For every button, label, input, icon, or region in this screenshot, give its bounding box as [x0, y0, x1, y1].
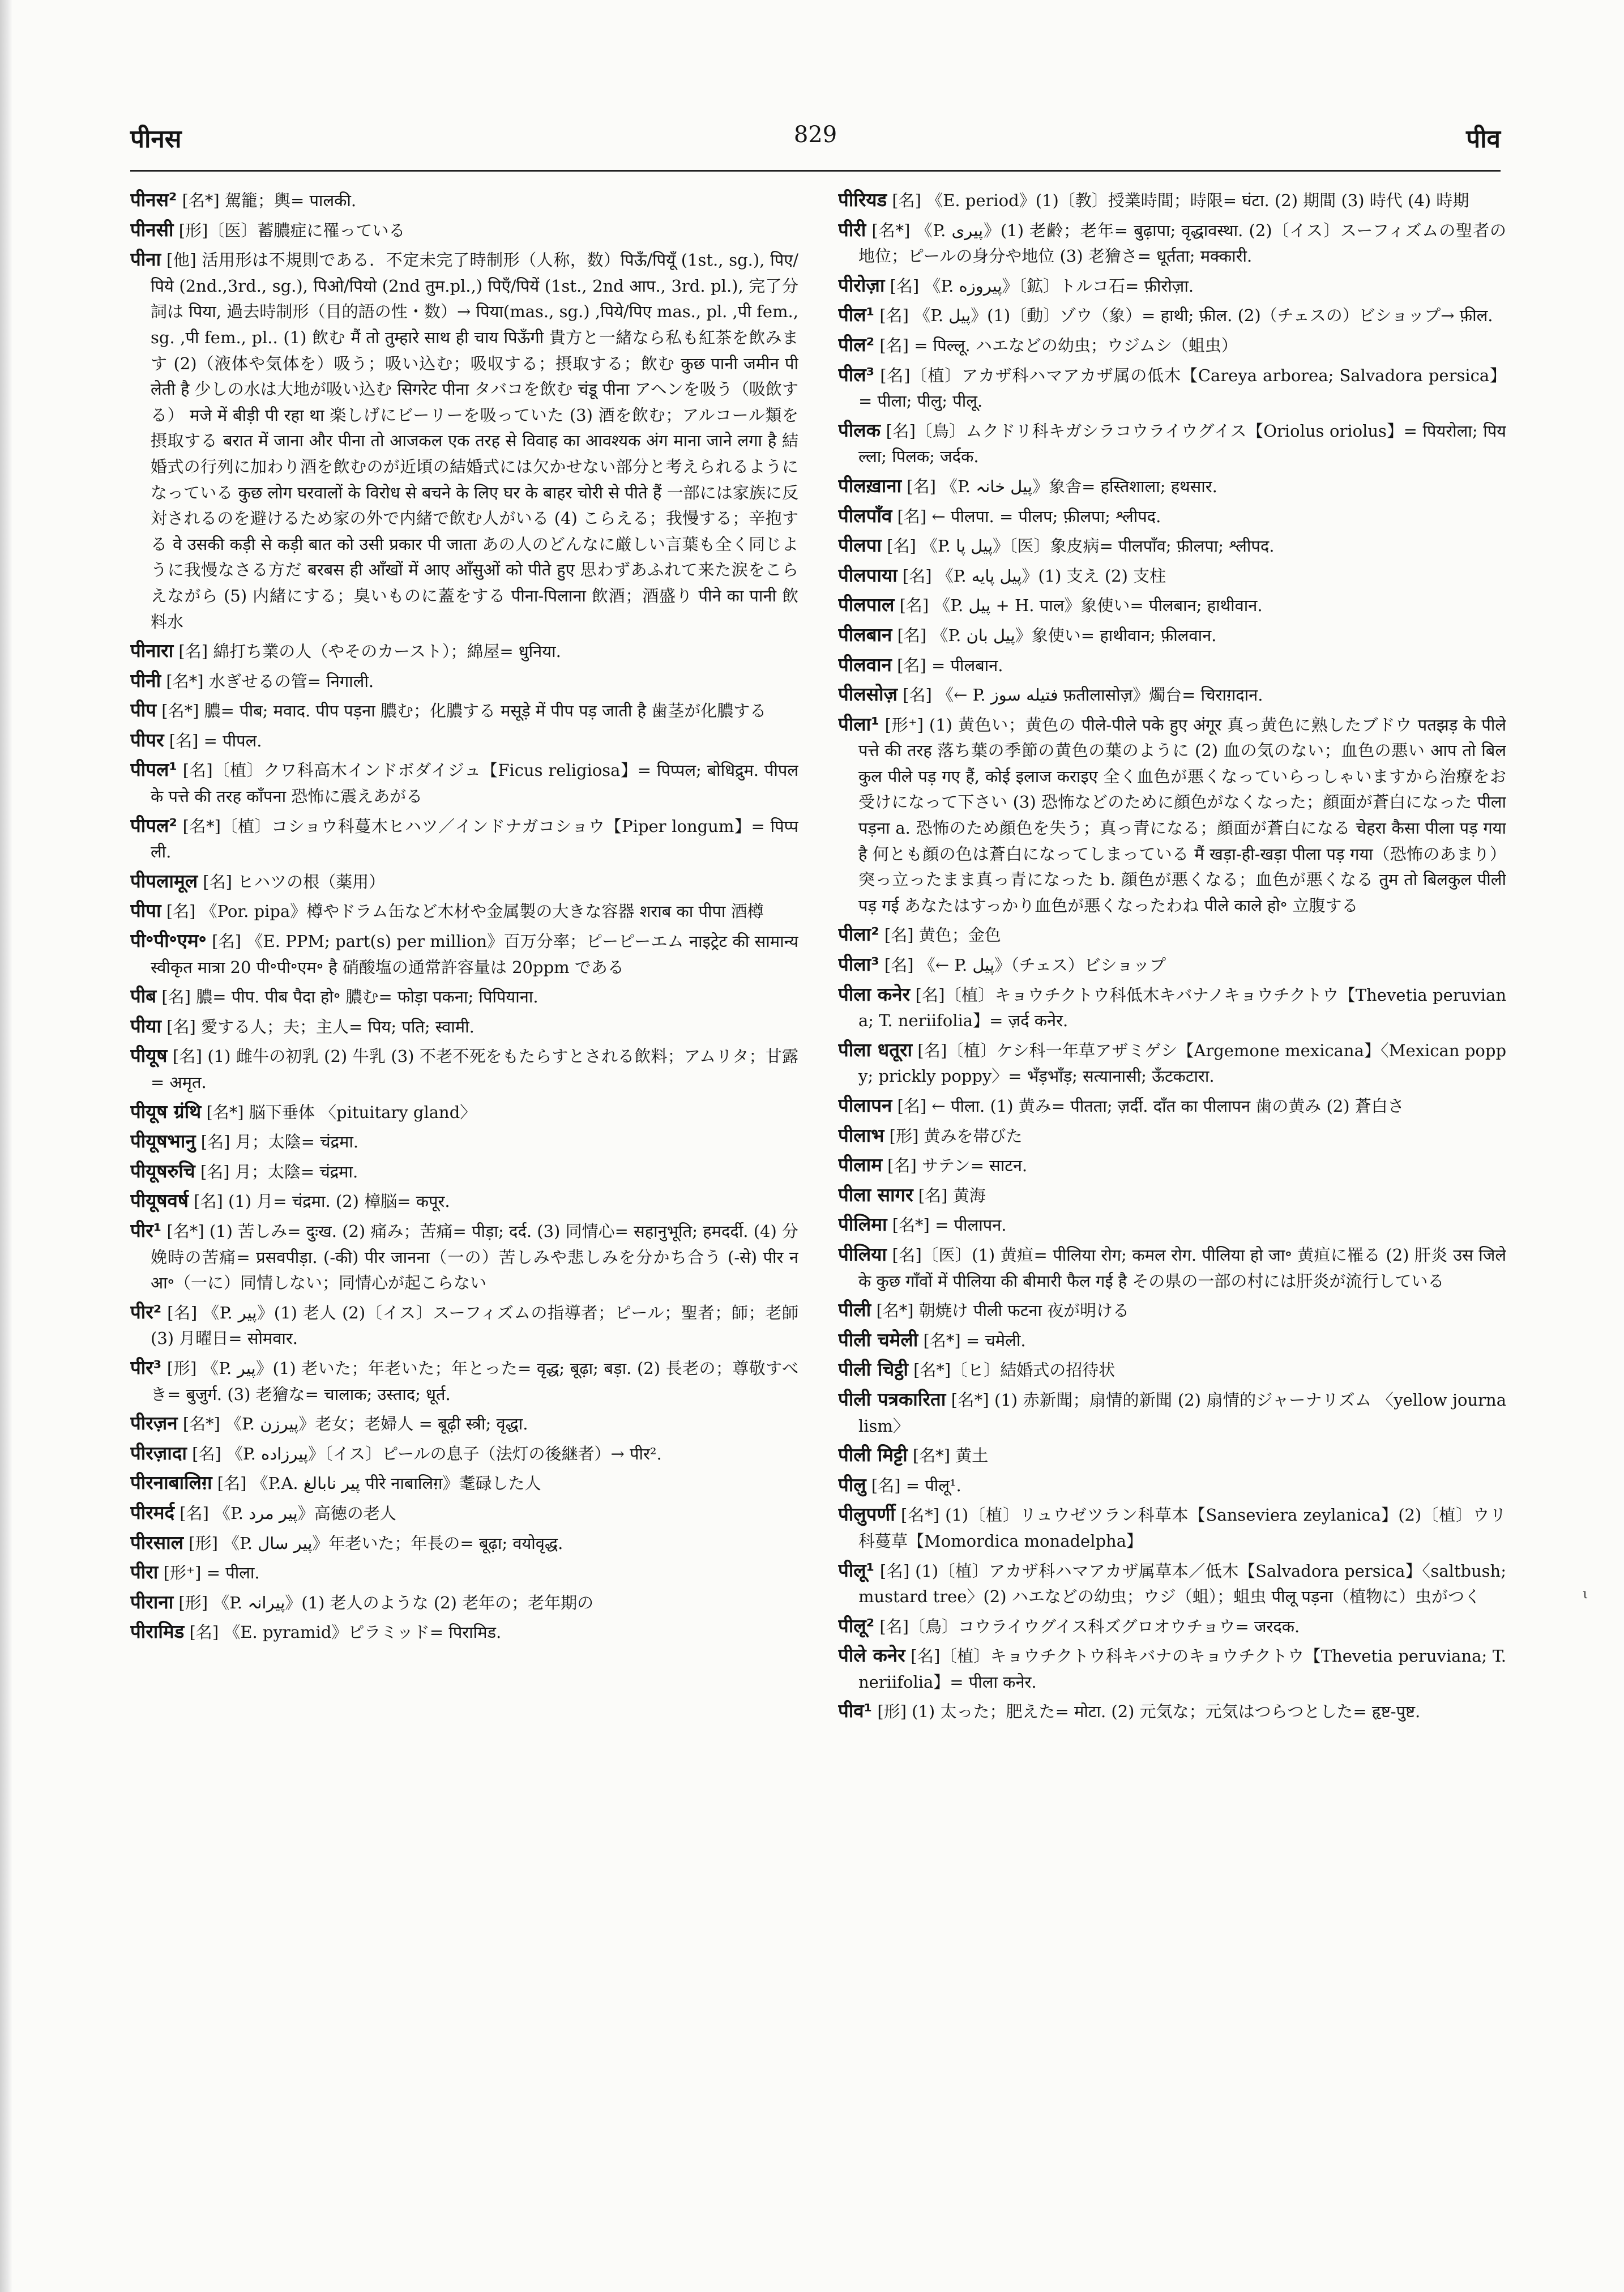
- entry-definition: [名*] (1)〔植〕リュウゼツラン科草本【Sanseviera zeylanica】(2)〔植〕ウリ科蔓草【Momordica monadelpha】: [858, 1505, 1506, 1551]
- entry-definition: [名*] 膿= पीब; मवाद. पीप पड़ना 膿む；化膿する मसूड़े में पीप पड़ जाती है 歯茎が化膿する: [161, 701, 767, 721]
- dictionary-entry: [838, 1442, 1506, 1469]
- dictionary-entry: [130, 1410, 798, 1437]
- dictionary-entry: [130, 1589, 798, 1616]
- entry-definition: [名] (1) 雌牛の初乳 (2) 牛乳 (3) 不老不死をもたらすとされる飲料；アムリタ；甘露= अमृत.: [151, 1047, 798, 1092]
- entry-headword: पील²: [838, 333, 875, 356]
- entry-headword: पीपा: [130, 899, 161, 922]
- dictionary-entry: [130, 1099, 798, 1126]
- dictionary-entry: [130, 1158, 798, 1185]
- dictionary-entry: [838, 1472, 1506, 1499]
- dictionary-entry: [130, 983, 798, 1010]
- entry-definition: [形] 《P. پیرانہ》(1) 老人のような (2) 老年の；老年期の: [178, 1593, 594, 1612]
- entry-headword: पीलपाल: [838, 594, 895, 616]
- entry-definition: [名*] 駕籠；輿= पालकी.: [182, 191, 357, 210]
- entry-headword: पीलबान: [838, 623, 892, 646]
- entry-definition: [形] 黄みを帯びた: [889, 1126, 1023, 1146]
- entry-definition: [名] 《P. پیل بان》象使い= हाथीवान; फ़ीलवान.: [897, 625, 1217, 645]
- dictionary-entry: [838, 681, 1506, 708]
- dictionary-entry: [130, 638, 798, 665]
- entry-definition: [名]〔鳥〕コウライウグイス科ズグロオウチョウ= जरदक.: [879, 1616, 1300, 1636]
- entry-definition: [名]〔植〕ケシ科一年草アザミゲシ【Argemone mexicana】〈Mexican poppy; prickly poppy〉= भँड़भाँड़; सत्यानासी; ऊँटकटारा.: [858, 1040, 1506, 1086]
- entry-headword: पीना: [130, 248, 161, 271]
- entry-headword: पीनी: [130, 669, 161, 692]
- dictionary-entry: [838, 1356, 1506, 1384]
- entry-headword: पीलिया: [838, 1243, 887, 1265]
- entry-headword: पीब: [130, 985, 157, 1008]
- dictionary-entry: [130, 1530, 798, 1557]
- entry-definition: [名*] = चमेली.: [923, 1330, 1026, 1350]
- entry-definition: [形] (1) 太った；肥えた= मोटा. (2) 元気な；元気はつらつとした= हृष्ट-पुष्ट.: [877, 1702, 1421, 1722]
- dictionary-entry: [130, 868, 798, 895]
- entry-definition: [形⁺] = पीला.: [163, 1563, 260, 1583]
- entry-definition: [名] 《Por. pipa》樽やドラム缶など木材や金属製の大きな容器 शराब का पीपा 酒樽: [166, 902, 764, 921]
- dictionary-entry: [838, 362, 1506, 415]
- page-number: 829: [793, 122, 837, 148]
- dictionary-entry: [130, 217, 798, 244]
- entry-definition: [名] ← पीलपा. = पीलप; फ़ीलपा; श्लीपद.: [897, 506, 1161, 526]
- entry-definition: [名*] 黄土: [912, 1446, 989, 1466]
- entry-definition: [名] 《P. پیروزه》〔鉱〕トルコ石= फ़ीरोज़ा.: [890, 276, 1194, 296]
- entry-headword: पीलापन: [838, 1094, 892, 1116]
- dictionary-entry: [838, 1386, 1506, 1439]
- entry-headword: पीली चिट्ठी: [838, 1358, 908, 1381]
- dictionary-entry: [838, 1122, 1506, 1150]
- dictionary-entry: [838, 217, 1506, 270]
- dictionary-entry: [838, 1698, 1506, 1725]
- entry-headword: पीरोज़ा: [838, 274, 885, 296]
- entry-headword: पीला कनेर: [838, 983, 911, 1005]
- dictionary-entry: [130, 1013, 798, 1040]
- entry-definition: [名] (1) 月= चंद्रमा. (2) 樟脳= कपूर.: [194, 1192, 450, 1211]
- dictionary-entry: [130, 1470, 798, 1497]
- entry-definition: [名] 《P. پیل پا》〔医〕象皮病= पीलपाँव; फ़ीलपा; श्लीपद.: [887, 536, 1275, 556]
- entry-definition: [名] 《← P. فتیله سوز फ़तीलासोज़》燭台= चिराग़दान.: [903, 685, 1263, 705]
- dictionary-entry: [838, 417, 1506, 470]
- entry-headword: पीली मिट्टी: [838, 1444, 908, 1466]
- entry-definition: [形]〔医〕蓄膿症に罹っている: [178, 220, 405, 240]
- entry-definition: [名] 《P. پیل خانہ》象舎= हस्तिशाला; हथसार.: [907, 476, 1217, 496]
- entry-headword: पीरी: [838, 218, 866, 241]
- entry-definition: [他] 活用形は不規則である．不定未完了時制形（人称，数）पिऊँ/पियूँ (1st., sg.), पिए/पिये (2nd.,3rd., sg.), पिओ/पियो (2nd तुम.pl.,) पिएँ/पियें (1st., 2nd आप., 3rd. pl.), 完了分詞は पिया, 過去時制形（目的語の性・数）→ पिया(mas., sg.) ,पिये/पिए mas., pl. ,पी fem., sg. ,पी fem., pl.. (1) 飲む मैं तो तुम्हारे साथ ही चाय पिऊँगी 貴方と一緒なら私も紅茶を飲みます (2)（液体や気体を）吸う；吸い込む；吸収する；摂取する；飲む कुछ पानी जमीन पी लेती है 少しの水は大地が吸い込む सिगरेट पीना タバコを飲む चंडू पीना アヘンを吸う（吸飲する） मजे में बीड़ी पी रहा था 楽しげにビーリーを吸っていた (3) 酒を飲む；アルコール類を摂取する बरात में जाना और पीना तो आजकल एक तरह से विवाह का आवश्यक अंग माना जाने लगा है 結婚式の行列に加わり酒を飲むのが近頃の結婚式には欠かせない部分と考えられるようになっている कुछ लोग घरवालों के विरोध से बचने के लिए घर के बाहर चोरी से पीते हैं 一部には家族に反対されるのを避けるため家の外で内緒で飲む人がいる (4) こらえる；我慢する；辛抱する वे उसकी कड़ी से कड़ी बात को उसी प्रकार पी जाता あの人のどんなに厳しい言葉も全く同じように我慢なさる方だ बरबस ही आँखों में आए आँसुओं को पीते हुए 思わずあふれて来た涙をこらえながら (5) 内緒にする；臭いものに蓋をする पीना-पिलाना 飲酒；酒盛り पीने का पानी 飲料水: [151, 250, 798, 631]
- entry-definition: [名] 《P. پیل》(1)〔動〕ゾウ（象）= हाथी; फ़ील. (2)（チェスの）ビショップ→ फ़ील.: [879, 306, 1493, 326]
- entry-headword: पीपर: [130, 728, 164, 751]
- dictionary-entry: [130, 1299, 798, 1352]
- entry-headword: पीरज़न: [130, 1412, 178, 1435]
- dictionary-entry: [838, 1557, 1506, 1610]
- dictionary-entry: [130, 928, 798, 980]
- entry-headword: पीला धतूरा: [838, 1038, 912, 1061]
- entry-headword: पीरियड: [838, 189, 887, 211]
- entry-headword: पीर¹: [130, 1219, 162, 1241]
- entry-definition: [名] 黄色；金色: [884, 925, 1001, 945]
- dictionary-entry: [130, 246, 798, 635]
- entry-headword: पीपल¹: [130, 758, 177, 781]
- entry-headword: पील³: [838, 363, 875, 386]
- entry-definition: [名] (1)〔植〕アカザ科ハマアカザ属草本／低木【Salvadora persica】〈saltbush; mustard tree〉(2) ハエなどの幼虫；ウジ（蛆）；蛆虫 पीलू पड़ना（植物に）虫がつく: [858, 1561, 1506, 1607]
- entry-headword: पीला²: [838, 923, 879, 946]
- entry-headword: पीपल²: [130, 814, 177, 836]
- dictionary-entry: [130, 1440, 798, 1467]
- dictionary-entry: [838, 1241, 1506, 1294]
- entry-headword: पीलपाँव: [838, 504, 892, 527]
- entry-definition: [名*] 朝焼け पीली फटना 夜が明ける: [876, 1301, 1130, 1321]
- entry-headword: पीनारा: [130, 639, 174, 662]
- dictionary-entry: [130, 1188, 798, 1215]
- entry-headword: पीला³: [838, 953, 879, 976]
- entry-headword: पीलपाया: [838, 564, 898, 586]
- entry-definition: [名] 綿打ち業の人（やそのカースト）；綿屋= धुनिया.: [178, 642, 561, 661]
- entry-definition: [名*]〔植〕コショウ科蔓木ヒハツ／インドナガコショウ【Piper longum】= पिप्पली.: [151, 816, 798, 862]
- dictionary-entry: [130, 727, 798, 754]
- dictionary-entry: [838, 622, 1506, 649]
- entry-headword: पीव¹: [838, 1700, 873, 1722]
- entry-headword: पीले कनेर: [838, 1644, 905, 1667]
- entry-definition: [名]〔植〕クワ科高木インドボダイジュ【Ficus religiosa】= पिप्पल; बोधिद्रुम. पीपल के पत्ते की तरह काँपना 恐怖に震えあがる: [151, 761, 798, 806]
- entry-definition: [名*]〔ヒ〕結婚式の招待状: [913, 1360, 1116, 1380]
- entry-headword: पीलवान: [838, 653, 892, 676]
- dictionary-entry: [130, 1619, 798, 1646]
- dictionary-entry: [130, 697, 798, 724]
- dictionary-entry: [838, 1092, 1506, 1120]
- entry-definition: [名] 《P.A. پیر نابالغ पीरे नाबालिग़》耄碌した人: [217, 1474, 541, 1493]
- dictionary-entry: [838, 951, 1506, 979]
- entry-definition: [名] 《P. پیل پایه》(1) 支え (2) 支柱: [902, 566, 1166, 586]
- dictionary-entry: [838, 652, 1506, 679]
- dictionary-entry: [130, 1043, 798, 1095]
- page-binding-shadow: [0, 0, 12, 2292]
- dictionary-entry: [838, 473, 1506, 500]
- guide-word-left: पीनस: [130, 125, 182, 153]
- entry-definition: [名*] 水ぎせるの管= निगाली.: [166, 671, 374, 691]
- entry-headword: पीलिमा: [838, 1213, 887, 1236]
- dictionary-entry: [130, 1559, 798, 1586]
- dictionary-entry: [130, 813, 798, 865]
- dictionary-entry: [838, 1037, 1506, 1090]
- entry-headword: पीरा: [130, 1561, 159, 1584]
- entry-definition: [名] 《E. PPM; part(s) per million》百万分率；ピーピーエム नाइट्रेट की सामान्य स्वीकृत मात्रा 20 पी॰पी॰एम॰ है 硝酸塩の通常許容量は 20ppm である: [151, 932, 798, 977]
- entry-headword: पीयूष: [130, 1044, 168, 1067]
- entry-definition: [名] 《E. period》(1)〔教〕授業時間；時限= घंटा. (2) 期間 (3) 時代 (4) 時期: [892, 191, 1469, 210]
- entry-headword: पीलू¹: [838, 1559, 875, 1581]
- entry-headword: पीली: [838, 1299, 871, 1321]
- entry-headword: पील¹: [838, 304, 875, 326]
- entry-headword: पीनसी: [130, 218, 174, 241]
- entry-headword: पीर²: [130, 1300, 162, 1323]
- entry-definition: [名] 月；太陰= चंद्रमा.: [200, 1162, 358, 1181]
- entry-definition: [名]〔植〕キョウチクトウ科低木キバナノキョウチクトウ【Thevetia peruviana; T. neriifolia】= ज़र्द कनेर.: [858, 985, 1506, 1031]
- entry-headword: पीलू²: [838, 1614, 875, 1637]
- right-column: [838, 187, 1506, 2203]
- entry-definition: [名] 《E. pyramid》ピラミッド= पिरामिड.: [189, 1623, 502, 1642]
- entry-headword: पीरामिड: [130, 1620, 185, 1643]
- dictionary-entry: [838, 532, 1506, 560]
- dictionary-entry: [838, 1613, 1506, 1640]
- dictionary-entry: [838, 711, 1506, 919]
- entry-headword: पीलख़ाना: [838, 474, 902, 497]
- dictionary-entry: [130, 1355, 798, 1407]
- entry-headword: पीर³: [130, 1356, 162, 1378]
- entry-definition: [名*] 《P. پیری》(1) 老齢；老年= बुढ़ापा; वृद्धावस्था. (2)〔イス〕スーフィズムの聖者の地位；ピールの身分や地位 (3) 老獪さ= धूर्तता; मक्कारी.: [858, 220, 1506, 266]
- entry-headword: पीरनाबालिग़: [130, 1471, 212, 1494]
- entry-headword: पीलाम: [838, 1154, 882, 1176]
- margin-mark: ι: [1583, 1586, 1588, 1602]
- dictionary-entry: [838, 503, 1506, 530]
- entry-definition: [名]〔鳥〕ムクドリ科キガシラコウライウグイス【Oriolus oriolus】= पियरोला; पियल्ला; पिलक; जर्दक.: [858, 421, 1506, 467]
- entry-headword: पीला¹: [838, 712, 879, 735]
- dictionary-entry: [838, 562, 1506, 590]
- dictionary-entry: [130, 668, 798, 695]
- entry-headword: पीली पत्रकारिता: [838, 1388, 946, 1410]
- entry-definition: [形] 《P. پیر سال》年老いた；年長の= बूढ़ा; वयोवृद्ध.: [189, 1533, 563, 1553]
- dictionary-entry: [838, 302, 1506, 329]
- entry-headword: पीला सागर: [838, 1183, 913, 1206]
- entry-headword: पीनस²: [130, 189, 177, 211]
- entry-definition: [名*] = पीलापन.: [892, 1215, 1007, 1235]
- entry-definition: [名] 《P. پیر》(1) 老人 (2)〔イス〕スーフィズムの指導者；ピール；聖者；師；老師 (3) 月曜日= सोमवार.: [151, 1303, 798, 1348]
- entry-definition: [名]〔植〕アカザ科ハマアカザ属の低木【Careya arborea; Salvadora persica】= पीला; पीलु; पीलू.: [858, 365, 1506, 411]
- entry-headword: पीरज़ादा: [130, 1441, 187, 1464]
- entry-definition: [名] ヒハツの根（薬用）: [203, 872, 386, 891]
- entry-definition: [名*] 脳下垂体 〈pituitary gland〉: [206, 1102, 477, 1122]
- entry-headword: पीरमर्द: [130, 1501, 175, 1523]
- dictionary-entry: [838, 332, 1506, 359]
- entry-definition: [名] ← पीला. (1) 黄み= पीतता; ज़र्दी. दाँत का पीलापन 歯の黄み (2) 蒼白さ: [897, 1096, 1404, 1116]
- dictionary-entry: [838, 1297, 1506, 1324]
- entry-headword: पीलाभ: [838, 1124, 884, 1146]
- entry-definition: [名*] 《P. پیرزن》老女；老婦人 = बूढ़ी स्त्री; वृद्धा.: [182, 1414, 528, 1434]
- dictionary-entry: [838, 592, 1506, 619]
- dictionary-entry: [130, 1128, 798, 1155]
- page-header: [130, 116, 1501, 167]
- entry-definition: [名*] (1) 苦しみ= दुःख. (2) 痛み；苦痛= पीड़ा; दर्द. (3) 同情心= सहानुभूति; हमदर्दी. (4) 分娩時の苦痛= प्रसवपीड़ा. (-की) पीर जानना（一の）苦しみや悲しみを分かち合う (-से) पीर न आ॰（一に）同情しない；同情心が起こらない: [151, 1221, 798, 1293]
- entry-definition: [名] 《P. پیل + H. पाल》象使い= पीलबान; हाथीवान.: [899, 596, 1263, 616]
- entry-definition: [形] 《P. پیر》(1) 老いた；年老いた；年とった= वृद्ध; बूढ़ा; बड़ा. (2) 長老の；尊敬すべき= बुजुर्ग. (3) 老獪な= चालाक; उस्ताद; धूर्त.: [151, 1358, 798, 1404]
- entry-definition: [名] = पीपल.: [169, 731, 262, 750]
- entry-definition: [名] 《← P. پیل》（チェス）ビショップ: [884, 955, 1166, 975]
- dictionary-entry: [838, 981, 1506, 1034]
- entry-headword: पीयूषभानु: [130, 1130, 196, 1153]
- entry-definition: [名] = पीलबान.: [897, 655, 1003, 675]
- dictionary-entry: [130, 1218, 798, 1296]
- left-column: [130, 187, 798, 2203]
- entry-headword: पीली चमेली: [838, 1328, 918, 1351]
- entry-definition: [名] 膿= पीप. पीब पैदा हो॰ 膿む= फोड़ा पकना; पिपियाना.: [161, 987, 539, 1007]
- dictionary-entry: [130, 187, 798, 214]
- dictionary-entry: [838, 187, 1506, 214]
- dictionary-entry: [130, 898, 798, 925]
- entry-definition: [名] 《P. پیرزاده》〔イス〕ピールの息子（法灯の後継者）→ पीर².: [192, 1444, 662, 1463]
- dictionary-entry: [838, 1152, 1506, 1179]
- entry-headword: पीप: [130, 699, 157, 722]
- entry-headword: पीरसाल: [130, 1531, 184, 1553]
- entry-definition: [名*] (1) 赤新聞；扇情的新聞 (2) 扇情的ジャーナリズム 〈yellow journalism〉: [858, 1390, 1506, 1436]
- dictionary-entry: [838, 1501, 1506, 1554]
- dictionary-entry: [838, 1211, 1506, 1239]
- entry-headword: पीलु: [838, 1473, 866, 1496]
- entry-headword: पीयूषवर्ष: [130, 1189, 189, 1212]
- entry-definition: [名] = पीलू¹.: [871, 1475, 961, 1495]
- dictionary-entry: [130, 1500, 798, 1527]
- entry-definition: [名] サテン= साटन.: [887, 1156, 1028, 1176]
- entry-headword: पीपलामूल: [130, 869, 198, 892]
- entry-headword: पी॰पी॰एम॰: [130, 929, 207, 952]
- dictionary-entry: [838, 1642, 1506, 1695]
- entry-headword: पीयूषरुचि: [130, 1159, 195, 1182]
- entry-headword: पीराना: [130, 1590, 174, 1613]
- dictionary-entry: [838, 272, 1506, 300]
- entry-definition: [名]〔医〕(1) 黄疸= पीलिया रोग; कमल रोग. पीलिया हो जा॰ 黄疸に罹る (2) 肝炎 उस जिले के कुछ गाँवों में पीलिया की बीमारी फैल गई है その県の一部の村には肝炎が流行している: [858, 1245, 1506, 1291]
- entry-definition: [名] 《P. پیر مرد》高徳の老人: [180, 1503, 396, 1523]
- entry-definition: [名] 黄海: [918, 1185, 986, 1205]
- guide-word-right: पीव: [1466, 125, 1501, 153]
- entry-headword: पीलक: [838, 419, 881, 441]
- dictionary-entry: [838, 1327, 1506, 1354]
- entry-definition: [名] 月；太陰= चंद्रमा.: [200, 1132, 359, 1152]
- entry-definition: [名]〔植〕キョウチクトウ科キバナのキョウチクトウ【Thevetia peruviana; T. neriifolia】= पीला कनेर.: [858, 1646, 1506, 1692]
- header-rule: [130, 170, 1501, 172]
- entry-headword: पीलुपर्णी: [838, 1503, 895, 1526]
- entry-headword: पीयूष ग्रंथि: [130, 1100, 202, 1122]
- entry-definition: [名] = पिल्लू. ハエなどの幼虫；ウジムシ（蛆虫）: [879, 335, 1238, 355]
- dictionary-entry: [838, 1182, 1506, 1209]
- entry-definition: [名] 愛する人；夫；主人= पिय; पति; स्वामी.: [166, 1017, 475, 1036]
- dictionary-entry: [838, 921, 1506, 949]
- entry-headword: पीया: [130, 1014, 161, 1037]
- entry-definition: [形⁺] (1) 黄色い；黄色の पीले-पीले पके हुए अंगूर 真っ黄色に熟したブドウ पतझड़ के पीले पत्ते की तरह 落ち葉の季節の黄色の葉のように (2) 血の気のない；血色の悪い आप तो बिलकुल पीले पड़ गए हैं, कोई इलाज कराइए 全く血色が悪くなっていらっしゃいますから治療をお受けになって下さい (3) 恐怖などのために顔色がなくなった；顔面が蒼白になった पीला पड़ना a. 恐怖のため顔色を失う；真っ青になる；顔面が蒼白になる चेहरा कैसा पीला पड़ गया है 何とも顔の色は蒼白になってしまっている मैं खड़ा-ही-खड़ा पीला पड़ गया（恐怖のあまり）突っ立ったまま真っ青になった b. 顔色が悪くなる；血色が悪くなる तुम तो बिलकुल पीली पड़ गई あなたはすっかり血色が悪くなったわね पीले काले हो॰ 立腹する: [858, 715, 1506, 915]
- entry-headword: पीलपा: [838, 534, 882, 557]
- entry-headword: पीलसोज़: [838, 683, 898, 706]
- dictionary-entry: [130, 757, 798, 809]
